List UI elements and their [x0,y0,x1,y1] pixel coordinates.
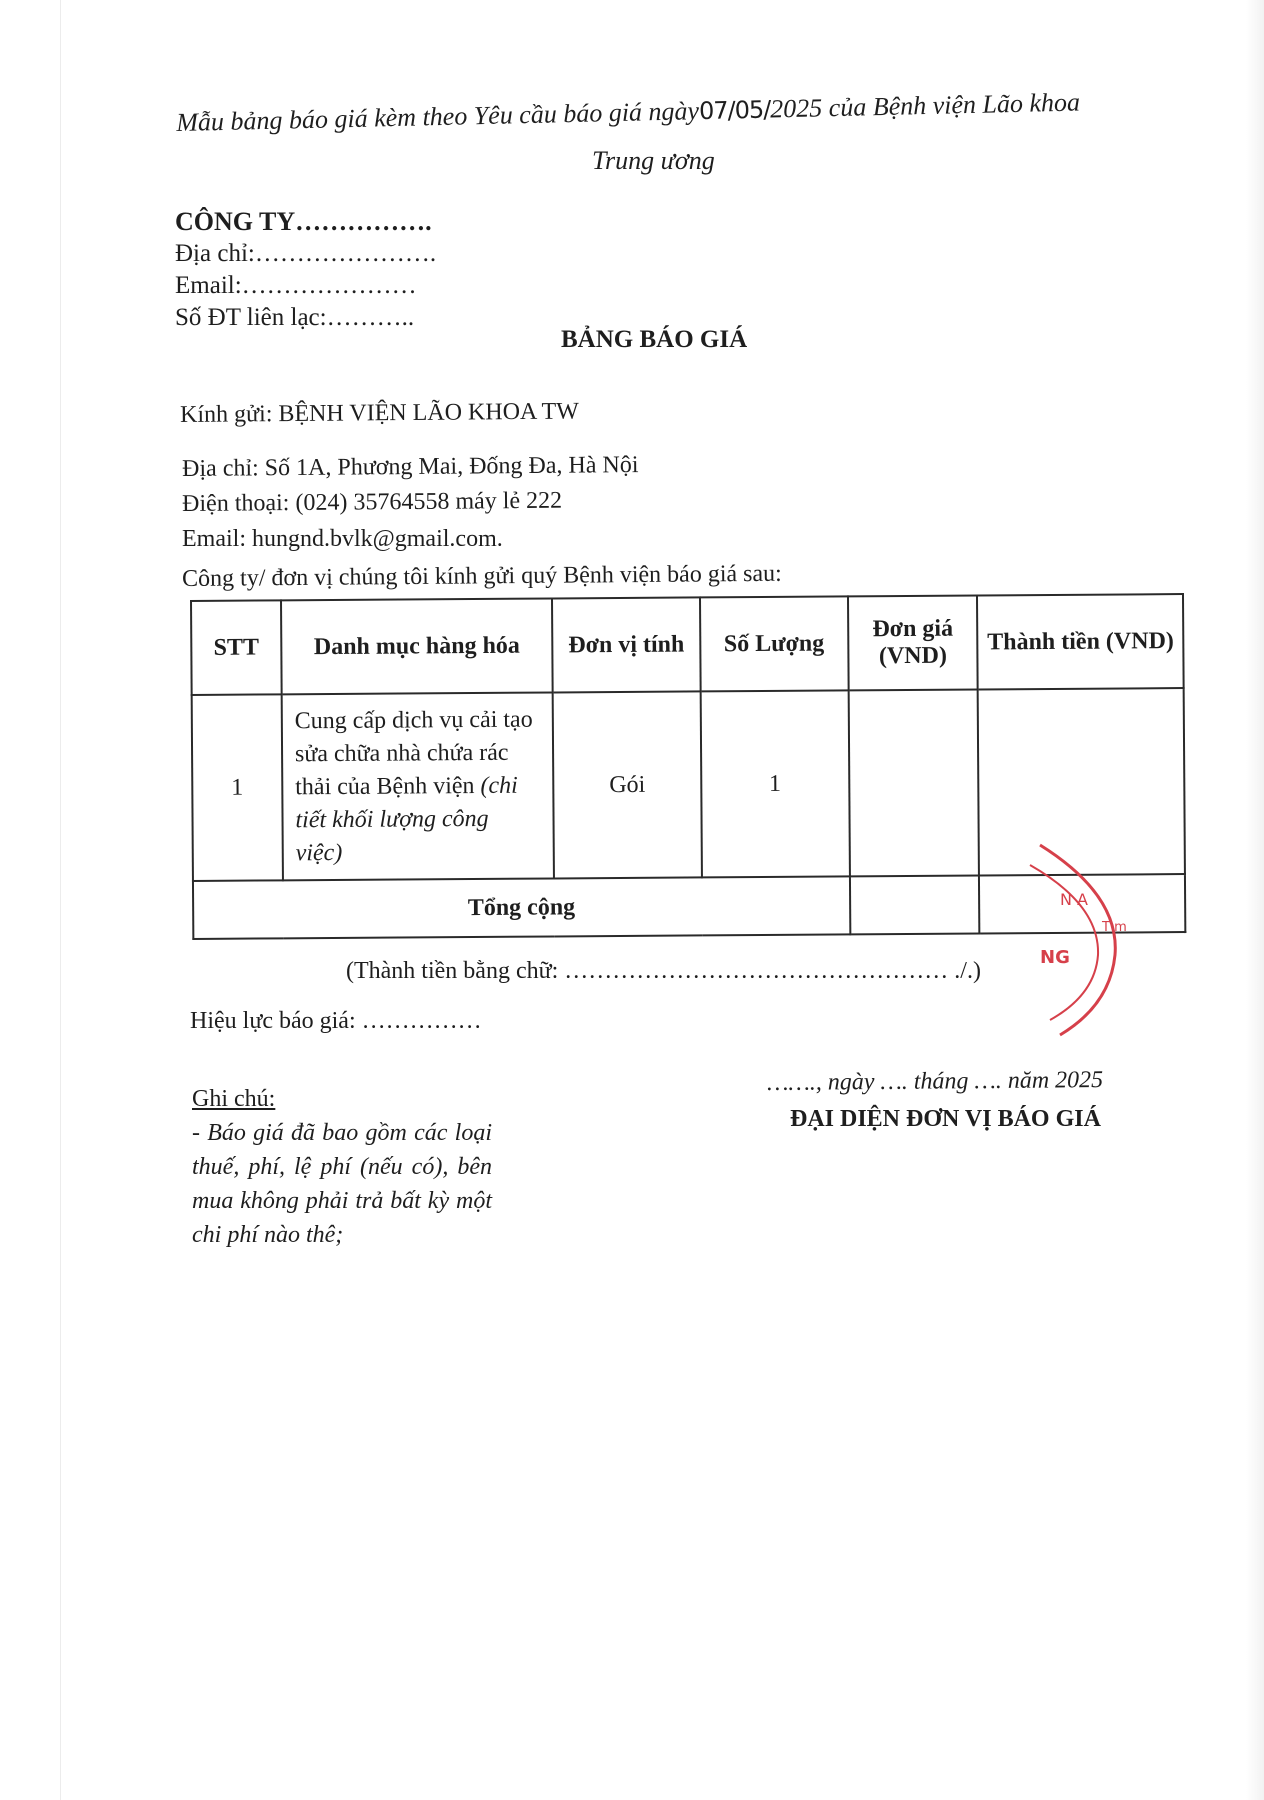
company-name: CÔNG TY……………. [175,207,432,236]
quote-intro: Công ty/ đơn vị chúng tôi kính gửi quý Bệnh viện báo giá sau: [182,560,782,592]
note-text: - Báo giá đã bao gồm các loại thuế, phí, lệ phí (nếu có), bên mua không phải trả bất kỳ một chi phí nào thê; [192,1120,492,1248]
company-email: Email:………………… [175,272,417,299]
cell-unit: Gói [553,691,702,878]
cell-item [282,692,555,880]
company-address: Địa chỉ:…………………. [175,240,437,267]
note-title: Ghi chú: [192,1086,276,1112]
item-description: Cung cấp dịch vụ cải tạo sửa chữa nhà chứa rác thải của Bệnh viện [294,706,533,800]
recipient-phone: Điện thoại: (024) 35764558 máy lẻ 222 [182,487,563,517]
header-amount: Thành tiền (VND) [977,594,1183,689]
intro-text-after: 2025 của Bệnh viện Lão khoa [769,87,1081,124]
document-title: BẢNG BÁO GIÁ [561,326,748,353]
intro-text-before: Mẫu bảng báo giá kèm theo Yêu cầu báo giá ngày [176,96,700,137]
header-unit: Đơn vị tính [552,597,700,692]
stamp-letters-left: N A [1060,890,1088,909]
cell-qty: 1 [700,690,849,877]
cell-price [848,690,979,877]
header-qty: Số Lượng [700,596,848,691]
total-label: Tổng cộng [193,876,850,939]
signature-title: ĐẠI DIỆN ĐƠN VỊ BÁO GIÁ [790,1106,1101,1132]
validity-line: Hiệu lực báo giá: …………… [190,1008,482,1034]
header-stt: STT [191,600,282,695]
table-header-row [191,594,1184,695]
amount-in-words: (Thành tiền bằng chữ: ………………………………………… ./.) [346,958,981,984]
intro-line-2: Trung ương [592,146,715,175]
stamp-icon [1020,835,1130,1045]
handwritten-date: 07/05/ [698,95,771,126]
cell-stt: 1 [192,694,283,881]
recipient-address: Địa chỉ: Số 1A, Phương Mai, Đống Đa, Hà Nội [182,452,639,482]
stamp-letters-center: NG [1040,947,1070,968]
header-item: Danh mục hàng hóa [281,598,553,694]
recipient-to: Kính gửi: BỆNH VIỆN LÃO KHOA TW [180,398,579,428]
stamp-seal [1020,835,1130,1050]
intro-line [176,87,1080,137]
stamp-letters-right: T m [1102,920,1127,935]
total-price [850,875,980,934]
signature-date-line: ……., ngày …. tháng …. năm 2025 [767,1067,1104,1096]
company-phone: Số ĐT liên lạc:……….. [175,304,415,331]
recipient-email: Email: hungnd.bvlk@gmail.com. [182,526,503,552]
item-note: (chi tiết khối lượng công việc) [295,772,518,866]
company-block [175,206,436,334]
header-price: Đơn giá (VND) [848,596,978,691]
